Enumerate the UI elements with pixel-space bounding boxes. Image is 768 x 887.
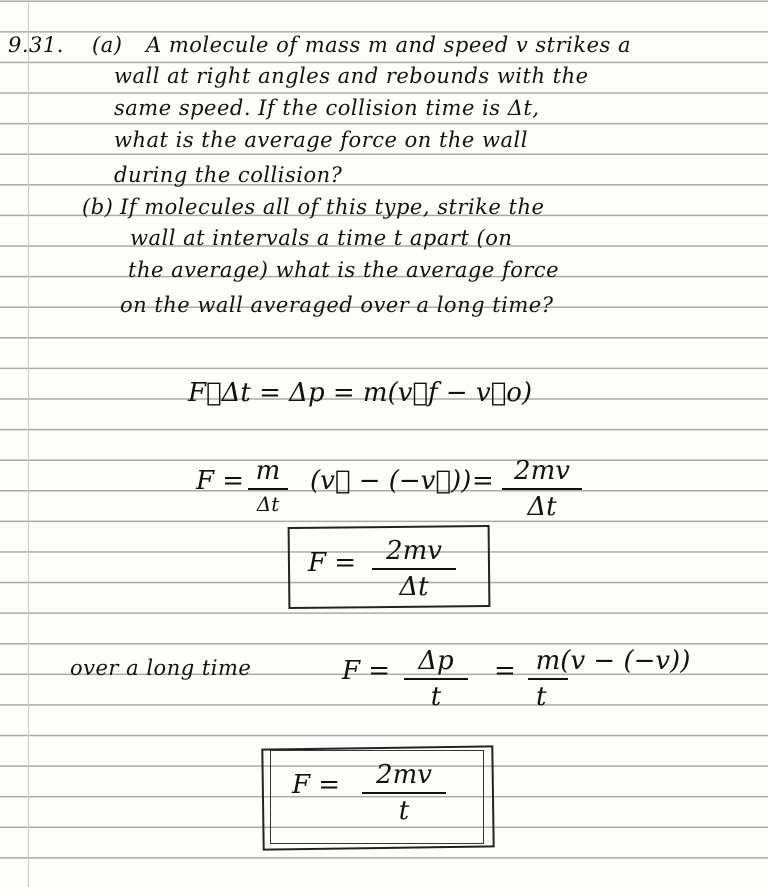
part-b-line-2: wall at intervals a time t apart (on (130, 226, 513, 250)
part-b-label: (b) (82, 195, 114, 219)
boxed2-fraction (362, 760, 446, 826)
eq2-paren: (v⃗ − (−v⃗)) (310, 466, 472, 496)
fraction-bar (528, 678, 568, 680)
eq3-fraction (404, 646, 468, 712)
problem-number: 9.31. (8, 33, 64, 57)
eq3-left: F = (342, 656, 391, 686)
boxed1-num: 2mv (386, 536, 442, 566)
part-a-line-3: same speed. If the collision time is Δt, (114, 96, 540, 120)
eq2-result-den: Δt (527, 492, 557, 522)
eq3-den: t (430, 682, 442, 712)
impulse-equation: F⃗Δt = Δp = m(v⃗f − v⃗o) (188, 378, 533, 408)
boxed1-den: Δt (399, 572, 429, 602)
eq2-result-fraction (502, 456, 582, 522)
eq2-frac-den: Δt (256, 492, 280, 516)
eq3-num: Δp (418, 646, 454, 676)
boxed2-den: t (398, 796, 410, 826)
eq3-den2: t (536, 682, 547, 712)
over-long-time-label: over a long time (70, 656, 252, 680)
eq3-num2: m(v − (−v)) (535, 646, 691, 676)
part-b-line-3: the average) what is the average force (128, 258, 560, 282)
part-a-label: (a) (92, 33, 123, 57)
part-b-line-4: on the wall averaged over a long time? (120, 293, 554, 317)
fraction-bar (362, 792, 446, 794)
boxed2-num: 2mv (376, 760, 432, 790)
part-a-line-1: A molecule of mass m and speed v strikes a (146, 33, 631, 57)
eq2-left: F = (196, 466, 245, 496)
fraction-bar (404, 678, 468, 680)
fraction-bar (248, 488, 288, 490)
boxed1-left: F = (308, 548, 357, 578)
fraction-bar (372, 568, 456, 570)
part-b-line-1: If molecules all of this type, strike the (120, 195, 545, 219)
eq2-fraction (248, 456, 288, 516)
eq2-equals: = (472, 466, 494, 496)
boxed2-left: F = (292, 770, 341, 800)
eq2-result-num: 2mv (514, 456, 570, 486)
fraction-bar (502, 488, 582, 490)
part-a-line-4: what is the average force on the wall (114, 128, 528, 152)
eq3-equals: = (494, 656, 516, 686)
eq3-result-fraction (528, 646, 698, 712)
part-a-line-2: wall at right angles and rebounds with the (114, 64, 589, 88)
margin-line (28, 0, 29, 887)
part-a-line-5: during the collision? (114, 163, 343, 187)
eq2-frac-num: m (255, 456, 281, 486)
boxed1-fraction (372, 536, 456, 602)
